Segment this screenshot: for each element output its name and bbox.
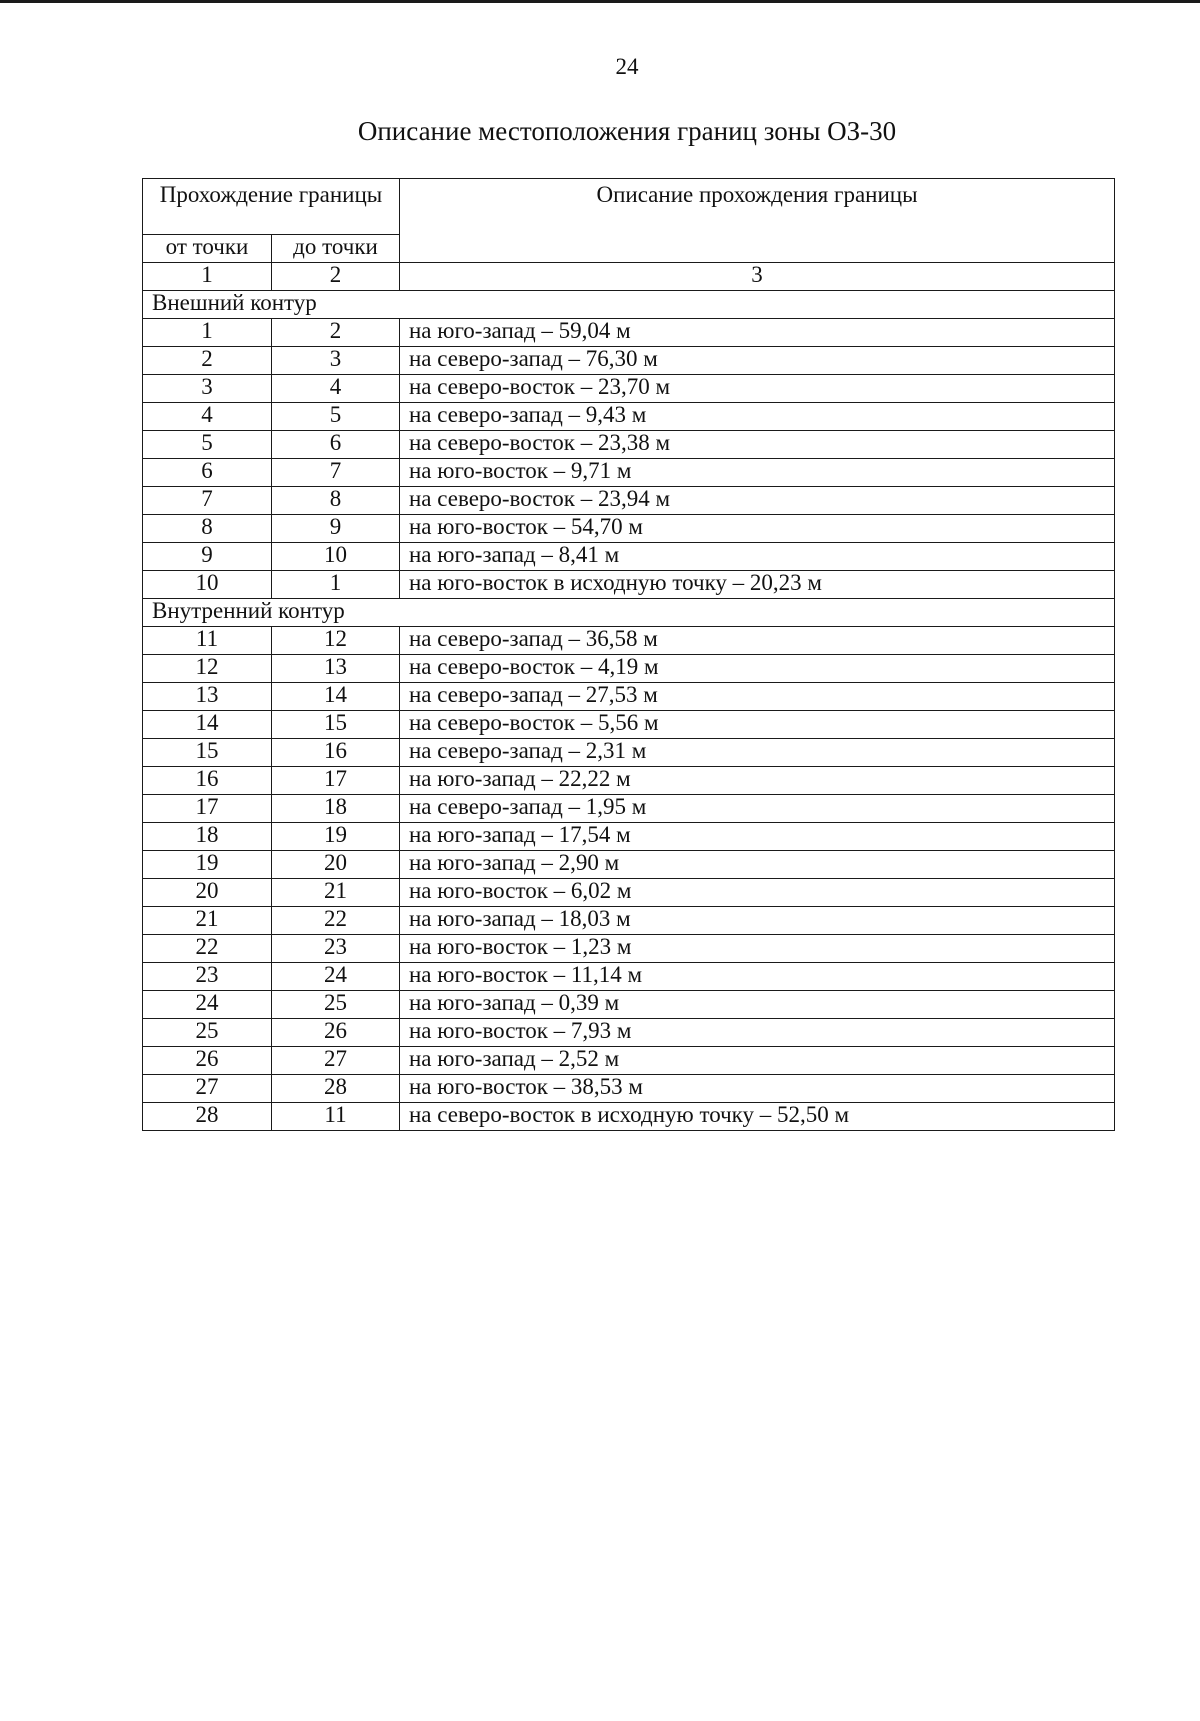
to-point-cell: 26	[272, 1019, 400, 1047]
from-point-cell: 7	[143, 487, 272, 515]
table-row	[143, 403, 1115, 431]
from-point-cell: 28	[143, 1103, 272, 1131]
description-cell: на юго-восток в исходную точку – 20,23 м	[400, 571, 1115, 599]
from-point-cell: 3	[143, 375, 272, 403]
from-point-cell: 11	[143, 627, 272, 655]
description-cell: на юго-восток – 38,53 м	[400, 1075, 1115, 1103]
description-cell: на северо-восток в исходную точку – 52,50 м	[400, 1103, 1115, 1131]
from-point-cell: 10	[143, 571, 272, 599]
description-cell: на юго-восток – 54,70 м	[400, 515, 1115, 543]
from-point-cell: 6	[143, 459, 272, 487]
to-point-cell: 2	[272, 319, 400, 347]
to-point-cell: 8	[272, 487, 400, 515]
description-cell: на юго-восток – 9,71 м	[400, 459, 1115, 487]
column-number-2: 2	[272, 263, 400, 291]
description-cell: на юго-запад – 18,03 м	[400, 907, 1115, 935]
description-cell: на юго-восток – 11,14 м	[400, 963, 1115, 991]
to-point-cell: 18	[272, 795, 400, 823]
to-point-cell: 6	[272, 431, 400, 459]
description-cell: на юго-запад – 59,04 м	[400, 319, 1115, 347]
to-point-cell: 7	[272, 459, 400, 487]
table-row	[143, 515, 1115, 543]
from-point-cell: 26	[143, 1047, 272, 1075]
section-row	[143, 291, 1115, 319]
to-point-cell: 14	[272, 683, 400, 711]
to-point-cell: 21	[272, 879, 400, 907]
from-point-cell: 21	[143, 907, 272, 935]
from-point-cell: 23	[143, 963, 272, 991]
from-point-cell: 12	[143, 655, 272, 683]
description-cell: на юго-запад – 22,22 м	[400, 767, 1115, 795]
table-row	[143, 319, 1115, 347]
table-row	[143, 739, 1115, 767]
table-row	[143, 851, 1115, 879]
table-row	[143, 991, 1115, 1019]
from-point-cell: 16	[143, 767, 272, 795]
to-point-cell: 1	[272, 571, 400, 599]
table-row	[143, 767, 1115, 795]
description-cell: на северо-запад – 2,31 м	[400, 739, 1115, 767]
section-title: Внутренний контур	[143, 599, 1115, 627]
header-row	[143, 179, 1115, 235]
column-number-1: 1	[143, 263, 272, 291]
from-point-cell: 4	[143, 403, 272, 431]
to-point-cell: 5	[272, 403, 400, 431]
to-point-cell: 23	[272, 935, 400, 963]
to-point-cell: 24	[272, 963, 400, 991]
description-cell: на юго-запад – 0,39 м	[400, 991, 1115, 1019]
header-boundary-description: Описание прохождения границы	[400, 179, 1115, 263]
to-point-cell: 15	[272, 711, 400, 739]
to-point-cell: 12	[272, 627, 400, 655]
description-cell: на юго-запад – 17,54 м	[400, 823, 1115, 851]
from-point-cell: 5	[143, 431, 272, 459]
description-cell: на северо-запад – 1,95 м	[400, 795, 1115, 823]
section-title: Внешний контур	[143, 291, 1115, 319]
table-row	[143, 431, 1115, 459]
table-row	[143, 711, 1115, 739]
header-boundary-passage: Прохождение границы	[143, 179, 400, 235]
from-point-cell: 13	[143, 683, 272, 711]
table-row	[143, 823, 1115, 851]
to-point-cell: 19	[272, 823, 400, 851]
table-row	[143, 1047, 1115, 1075]
to-point-cell: 17	[272, 767, 400, 795]
description-cell: на северо-запад – 36,58 м	[400, 627, 1115, 655]
from-point-cell: 22	[143, 935, 272, 963]
description-cell: на северо-восток – 23,94 м	[400, 487, 1115, 515]
header-to-point: до точки	[272, 235, 400, 263]
table-row	[143, 543, 1115, 571]
to-point-cell: 11	[272, 1103, 400, 1131]
table-row	[143, 655, 1115, 683]
to-point-cell: 16	[272, 739, 400, 767]
from-point-cell: 27	[143, 1075, 272, 1103]
description-cell: на северо-восток – 5,56 м	[400, 711, 1115, 739]
table-row	[143, 907, 1115, 935]
description-cell: на северо-запад – 27,53 м	[400, 683, 1115, 711]
from-point-cell: 20	[143, 879, 272, 907]
top-scan-border	[0, 0, 1200, 3]
table-row	[143, 487, 1115, 515]
table-row	[143, 627, 1115, 655]
from-point-cell: 25	[143, 1019, 272, 1047]
to-point-cell: 22	[272, 907, 400, 935]
from-point-cell: 1	[143, 319, 272, 347]
description-cell: на юго-запад – 8,41 м	[400, 543, 1115, 571]
from-point-cell: 15	[143, 739, 272, 767]
table-row	[143, 347, 1115, 375]
to-point-cell: 3	[272, 347, 400, 375]
column-number-3: 3	[400, 263, 1115, 291]
table-row	[143, 963, 1115, 991]
description-cell: на юго-восток – 1,23 м	[400, 935, 1115, 963]
description-cell: на юго-восток – 7,93 м	[400, 1019, 1115, 1047]
from-point-cell: 9	[143, 543, 272, 571]
table-row	[143, 375, 1115, 403]
description-cell: на северо-восток – 4,19 м	[400, 655, 1115, 683]
section-row	[143, 599, 1115, 627]
table-row	[143, 1019, 1115, 1047]
to-point-cell: 9	[272, 515, 400, 543]
table-row	[143, 459, 1115, 487]
description-cell: на северо-запад – 9,43 м	[400, 403, 1115, 431]
to-point-cell: 25	[272, 991, 400, 1019]
description-cell: на юго-восток – 6,02 м	[400, 879, 1115, 907]
from-point-cell: 2	[143, 347, 272, 375]
table-row	[143, 1075, 1115, 1103]
page-number: 24	[615, 54, 639, 79]
to-point-cell: 28	[272, 1075, 400, 1103]
header-from-point: от точки	[143, 235, 272, 263]
description-cell: на юго-запад – 2,90 м	[400, 851, 1115, 879]
from-point-cell: 8	[143, 515, 272, 543]
table-body	[143, 179, 1115, 1131]
to-point-cell: 20	[272, 851, 400, 879]
table-row	[143, 683, 1115, 711]
to-point-cell: 27	[272, 1047, 400, 1075]
description-cell: на северо-запад – 76,30 м	[400, 347, 1115, 375]
to-point-cell: 10	[272, 543, 400, 571]
from-point-cell: 24	[143, 991, 272, 1019]
description-cell: на юго-запад – 2,52 м	[400, 1047, 1115, 1075]
to-point-cell: 4	[272, 375, 400, 403]
table-row	[143, 879, 1115, 907]
from-point-cell: 18	[143, 823, 272, 851]
table-row	[143, 571, 1115, 599]
table-row	[143, 935, 1115, 963]
from-point-cell: 14	[143, 711, 272, 739]
from-point-cell: 19	[143, 851, 272, 879]
from-point-cell: 17	[143, 795, 272, 823]
column-numbers-row	[143, 263, 1115, 291]
description-cell: на северо-восток – 23,38 м	[400, 431, 1115, 459]
document-title: Описание местоположения границ зоны ОЗ-30	[357, 116, 897, 146]
boundary-description-table	[142, 178, 1115, 1131]
table-row	[143, 1103, 1115, 1131]
description-cell: на северо-восток – 23,70 м	[400, 375, 1115, 403]
table-row	[143, 795, 1115, 823]
to-point-cell: 13	[272, 655, 400, 683]
